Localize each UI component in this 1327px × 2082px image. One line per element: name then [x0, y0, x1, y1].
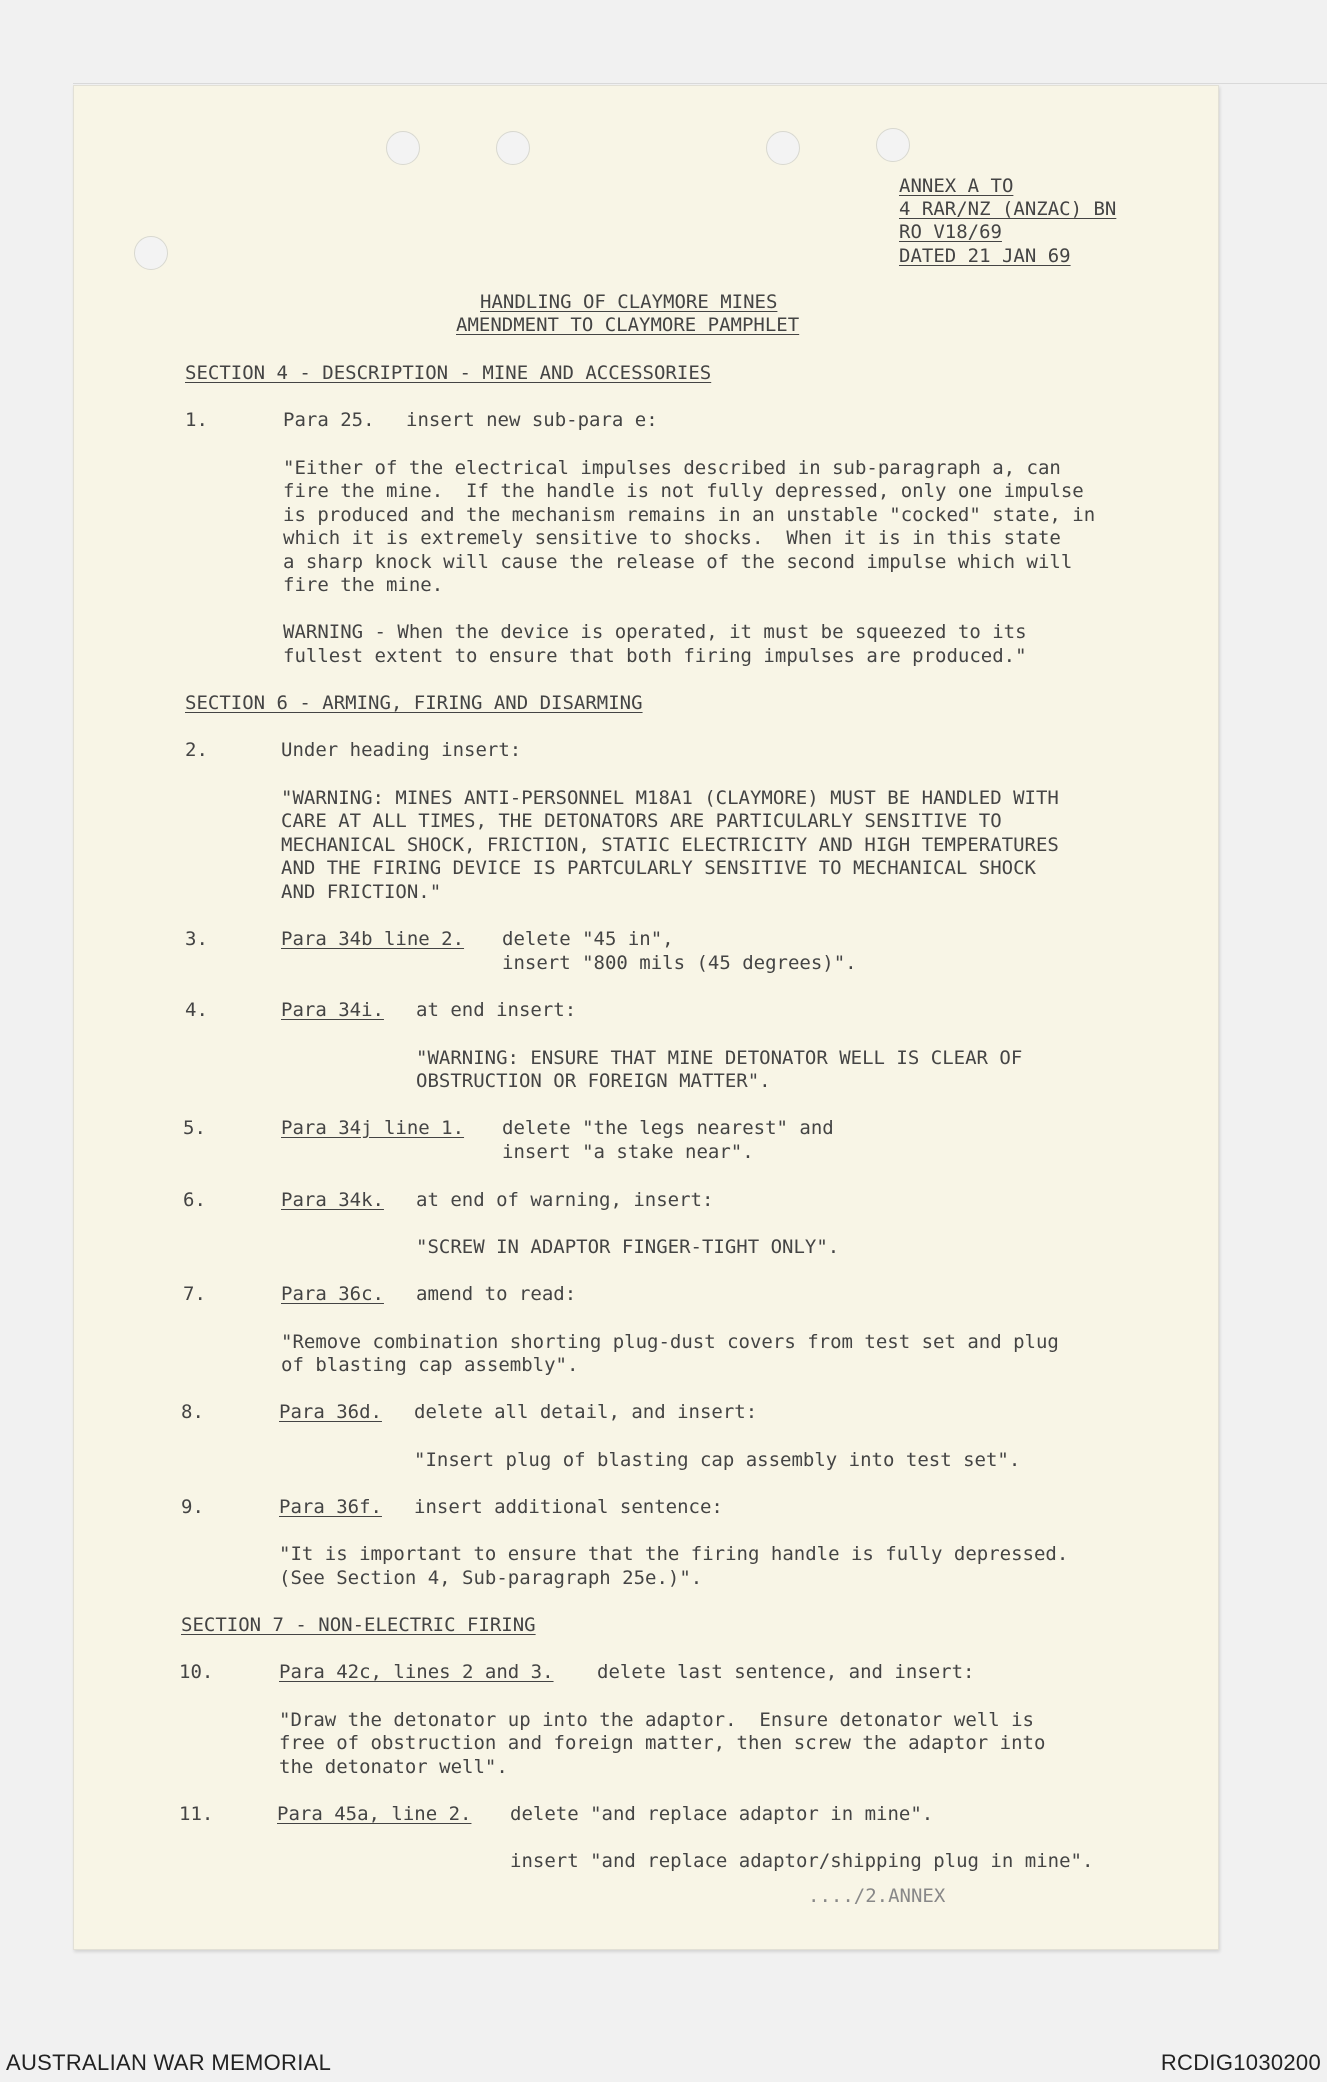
punch-hole: [876, 128, 910, 162]
quote-line: "Draw the detonator up into the adaptor. Ensure detonator well is: [279, 1709, 1034, 1731]
quote-line: free of obstruction and foreign matter, then screw the adaptor into: [279, 1732, 1046, 1754]
quote-line: "Either of the electrical impulses described in sub-paragraph a, can: [283, 457, 1061, 479]
quote-line: the detonator well".: [279, 1756, 508, 1778]
quote-line: "WARNING: ENSURE THAT MINE DETONATOR WELL IS CLEAR OF: [416, 1047, 1023, 1069]
item-number: 8.: [181, 1401, 204, 1423]
document-title: HANDLING OF CLAYMORE MINES: [480, 291, 778, 313]
instruction: delete all detail, and insert:: [414, 1401, 758, 1423]
punch-hole: [766, 131, 800, 165]
item-number: 7.: [183, 1283, 206, 1305]
instruction: insert new sub-para e:: [406, 409, 658, 431]
para-ref: Para 34k.: [281, 1189, 384, 1211]
quote-line: is produced and the mechanism remains in an unstable "cocked" state, in: [283, 504, 1096, 526]
annex-line: 4 RAR/NZ (ANZAC) BN: [899, 198, 1117, 220]
item-number: 11.: [179, 1803, 214, 1825]
para-ref: Para 34b line 2.: [281, 928, 465, 950]
archive-credit: AUSTRALIAN WAR MEMORIAL: [6, 2050, 332, 2075]
quote-line: "SCREW IN ADAPTOR FINGER-TIGHT ONLY".: [416, 1236, 840, 1258]
item-number: 2.: [185, 739, 208, 761]
instruction: delete "45 in",: [502, 928, 674, 950]
para-ref: Para 42c, lines 2 and 3.: [279, 1661, 554, 1683]
instruction: amend to read:: [416, 1283, 577, 1305]
quote-line: a sharp knock will cause the release of the second impulse which will: [283, 551, 1073, 573]
item-number: 10.: [179, 1661, 214, 1683]
quote-line: fire the mine.: [283, 574, 444, 596]
annex-line: DATED 21 JAN 69: [899, 245, 1071, 267]
quote-line: "Remove combination shorting plug-dust covers from test set and plug: [281, 1331, 1059, 1353]
instruction: delete "and replace adaptor in mine".: [510, 1803, 934, 1825]
punch-hole: [386, 131, 420, 165]
instruction: delete last sentence, and insert:: [597, 1661, 975, 1683]
item-number: 1.: [185, 409, 208, 431]
para-ref: Para 34i.: [281, 999, 384, 1021]
para-ref: Para 34j line 1.: [281, 1117, 465, 1139]
quote-line: which it is extremely sensitive to shocks. When it is in this state: [283, 527, 1061, 549]
continuation-marker: ..../2.ANNEX: [808, 1885, 946, 1907]
quote-line: (See Section 4, Sub-paragraph 25e.)".: [279, 1567, 703, 1589]
instruction: insert "and replace adaptor/shipping plug in mine".: [510, 1850, 1094, 1872]
scan-edge: [73, 83, 1327, 84]
quote-line: fire the mine. If the handle is not fully depressed, only one impulse: [283, 480, 1084, 502]
instruction: delete "the legs nearest" and: [502, 1117, 834, 1139]
quote-line: AND THE FIRING DEVICE IS PARTCULARLY SENSITIVE TO MECHANICAL SHOCK: [281, 857, 1036, 879]
instruction: Under heading insert:: [281, 739, 522, 761]
quote-line: AND FRICTION.": [281, 881, 442, 903]
section-heading: SECTION 4 - DESCRIPTION - MINE AND ACCESSORIES: [185, 362, 712, 384]
annex-line: ANNEX A TO: [899, 175, 1014, 197]
section-heading: SECTION 6 - ARMING, FIRING AND DISARMING: [185, 692, 643, 714]
quote-line: "It is important to ensure that the firing handle is fully depressed.: [279, 1543, 1069, 1565]
warning-line: WARNING - When the device is operated, it must be squeezed to its: [283, 621, 1027, 643]
item-number: 5.: [183, 1117, 206, 1139]
quote-line: of blasting cap assembly".: [281, 1354, 579, 1376]
item-number: 3.: [185, 928, 208, 950]
para-ref: Para 36c.: [281, 1283, 384, 1305]
quote-line: "Insert plug of blasting cap assembly into test set".: [414, 1449, 1021, 1471]
item-number: 6.: [183, 1189, 206, 1211]
para-ref: Para 36d.: [279, 1401, 382, 1423]
annex-line: RO V18/69: [899, 221, 1002, 243]
instruction: insert "800 mils (45 degrees)".: [502, 952, 857, 974]
quote-line: MECHANICAL SHOCK, FRICTION, STATIC ELECTRICITY AND HIGH TEMPERATURES: [281, 834, 1059, 856]
item-number: 4.: [185, 999, 208, 1021]
para-ref: Para 25.: [283, 409, 375, 431]
instruction: at end of warning, insert:: [416, 1189, 714, 1211]
instruction: insert "a stake near".: [502, 1141, 754, 1163]
punch-hole: [496, 131, 530, 165]
document-subtitle: AMENDMENT TO CLAYMORE PAMPHLET: [456, 314, 800, 336]
quote-line: OBSTRUCTION OR FOREIGN MATTER".: [416, 1070, 771, 1092]
para-ref: Para 45a, line 2.: [277, 1803, 472, 1825]
para-ref: Para 36f.: [279, 1496, 382, 1518]
warning-line: fullest extent to ensure that both firing impulses are produced.": [283, 645, 1027, 667]
section-heading: SECTION 7 - NON-ELECTRIC FIRING: [181, 1614, 536, 1636]
quote-line: "WARNING: MINES ANTI-PERSONNEL M18A1 (CLAYMORE) MUST BE HANDLED WITH: [281, 787, 1059, 809]
punch-hole: [134, 236, 168, 270]
archive-id: RCDIG1030200: [1160, 2050, 1321, 2075]
item-number: 9.: [181, 1496, 204, 1518]
instruction: insert additional sentence:: [414, 1496, 723, 1518]
quote-line: CARE AT ALL TIMES, THE DETONATORS ARE PARTICULARLY SENSITIVE TO: [281, 810, 1002, 832]
instruction: at end insert:: [416, 999, 577, 1021]
